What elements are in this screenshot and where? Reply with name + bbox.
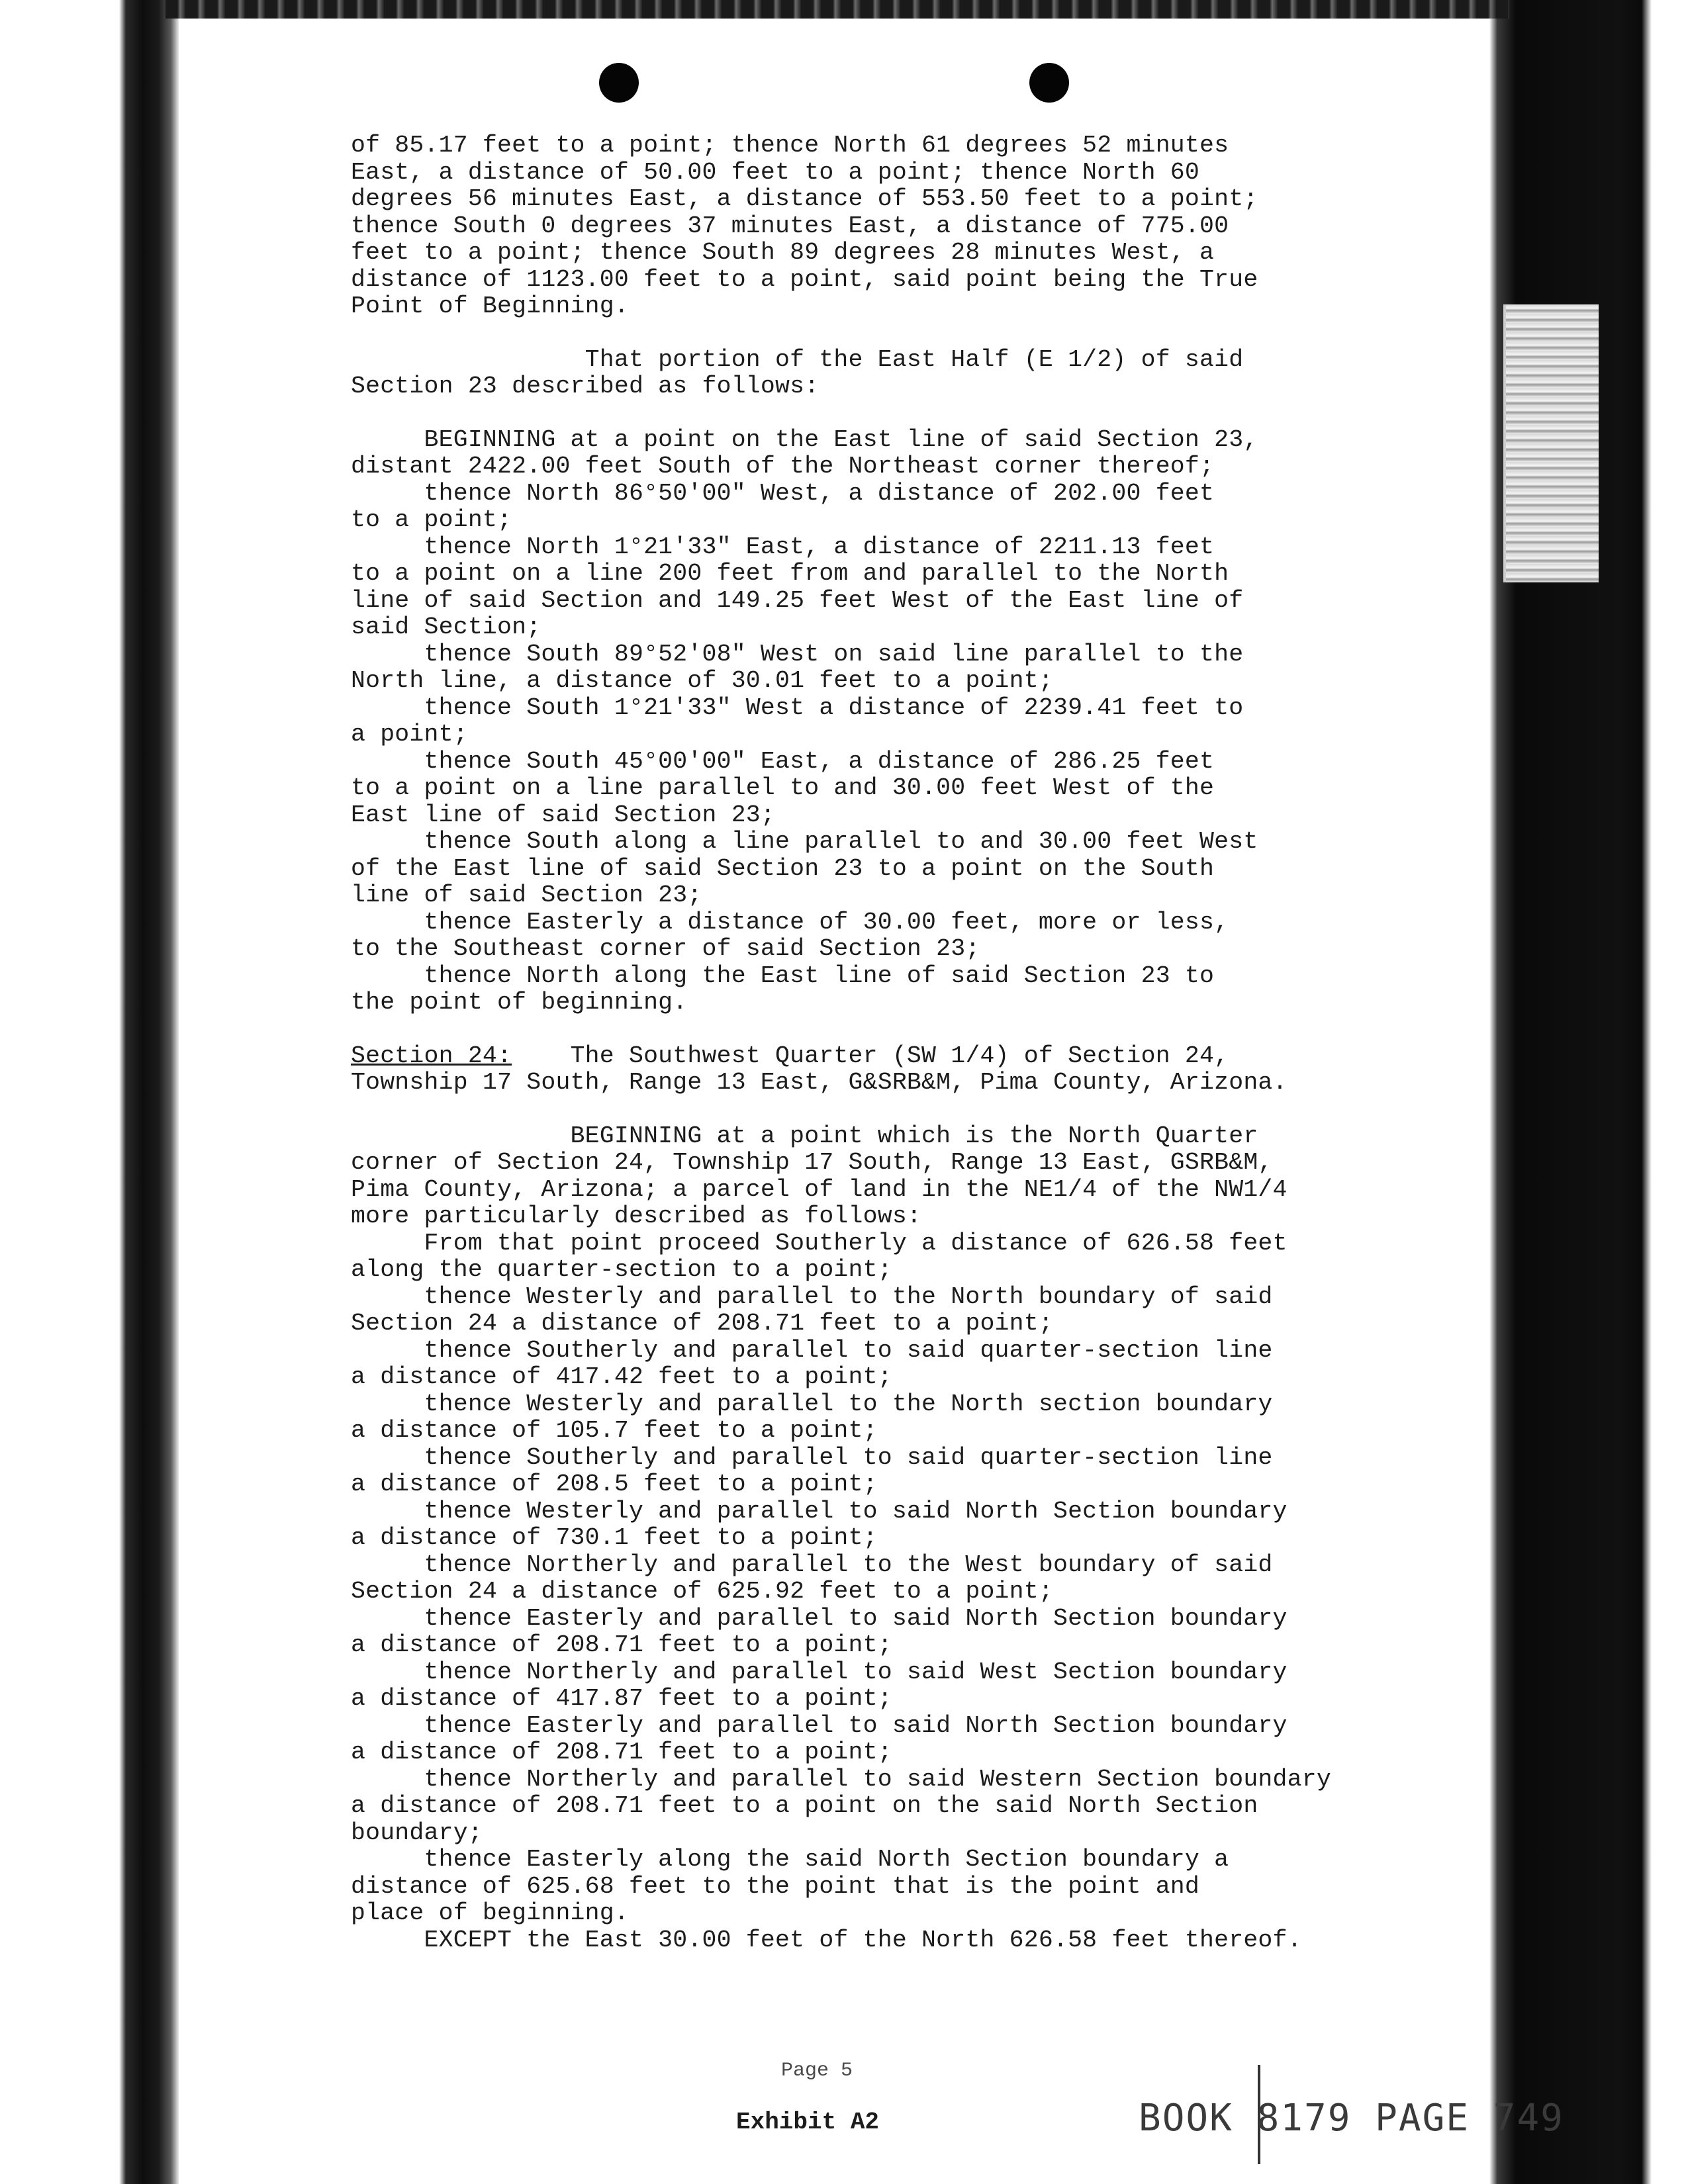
- text-line: thence Northerly and parallel to said Western Section boundary: [351, 1765, 1331, 1793]
- legal-description-body: [351, 132, 1436, 1954]
- text-line: Section 23 described as follows:: [351, 373, 820, 400]
- text-line: Section 24 a distance of 208.71 feet to a point;: [351, 1310, 1053, 1337]
- text-line: thence South 1°21'33" West a distance of 2239.41 feet to: [351, 694, 1244, 721]
- text-line: of 85.17 feet to a point; thence North 61 degrees 52 minutes: [351, 132, 1229, 159]
- text-line: line of said Section 23;: [351, 882, 702, 909]
- text-line: BEGINNING at a point which is the North Quarter: [351, 1122, 1258, 1150]
- text-line: thence North along the East line of said Section 23 to: [351, 962, 1215, 989]
- text-line: a point;: [351, 721, 468, 748]
- text-line: thence Westerly and parallel to said North Section boundary: [351, 1497, 1288, 1525]
- text-line: a distance of 417.87 feet to a point;: [351, 1685, 892, 1712]
- text-line: to a point on a line 200 feet from and parallel to the North: [351, 560, 1229, 587]
- text-line: a distance of 208.71 feet to a point;: [351, 1739, 892, 1766]
- section-24-heading: Section 24:: [351, 1042, 512, 1069]
- text-line: a distance of 730.1 feet to a point;: [351, 1524, 878, 1551]
- text-line: the point of beginning.: [351, 989, 688, 1016]
- text-line: East line of said Section 23;: [351, 801, 776, 829]
- text-line: to a point;: [351, 506, 512, 533]
- text-line: more particularly described as follows:: [351, 1203, 922, 1230]
- scan-left-border: [0, 0, 179, 2184]
- punch-hole-left: [599, 63, 639, 103]
- text-line: along the quarter-section to a point;: [351, 1256, 892, 1283]
- text-line: place of beginning.: [351, 1899, 629, 1927]
- text-line: thence South 0 degrees 37 minutes East, a distance of 775.00: [351, 212, 1229, 240]
- text-line: a distance of 105.7 feet to a point;: [351, 1417, 878, 1444]
- text-line: [351, 1043, 1436, 1070]
- text-line: thence North 1°21'33" East, a distance of 2211.13 feet: [351, 533, 1215, 561]
- text-line: thence Northerly and parallel to said West Section boundary: [351, 1658, 1288, 1686]
- text-line: to a point on a line parallel to and 30.00 feet West of the: [351, 774, 1215, 801]
- text-line: a distance of 417.42 feet to a point;: [351, 1363, 892, 1390]
- text-line: said Section;: [351, 614, 541, 641]
- exhibit-label: Exhibit A2: [736, 2109, 880, 2136]
- text-line: thence Westerly and parallel to the North section boundary: [351, 1390, 1273, 1418]
- text-line: thence Westerly and parallel to the North boundary of said: [351, 1283, 1273, 1310]
- text-line: distant 2422.00 feet South of the Northeast corner thereof;: [351, 453, 1215, 480]
- text-line: That portion of the East Half (E 1/2) of said: [351, 345, 1244, 373]
- text-line: a distance of 208.71 feet to a point on the said North Section: [351, 1792, 1258, 1819]
- text-line: BEGINNING at a point on the East line of said Section 23,: [351, 426, 1258, 453]
- punch-hole-right: [1029, 63, 1069, 103]
- text-line: corner of Section 24, Township 17 South, Range 13 East, GSRB&M,: [351, 1149, 1273, 1176]
- text-line: degrees 56 minutes East, a distance of 553.50 feet to a point;: [351, 185, 1258, 212]
- section-24-description: The Southwest Quarter (SW 1/4) of Section 24,: [512, 1042, 1229, 1069]
- text-line: to the Southeast corner of said Section 23;: [351, 935, 980, 962]
- text-line: distance of 1123.00 feet to a point, said point being the True: [351, 265, 1258, 293]
- text-line: line of said Section and 149.25 feet West of the East line of: [351, 586, 1244, 614]
- text-line: Township 17 South, Range 13 East, G&SRB&M, Pima County, Arizona.: [351, 1069, 1288, 1096]
- text-line: of the East line of said Section 23 to a point on the South: [351, 854, 1215, 882]
- text-line: thence Easterly along the said North Section boundary a: [351, 1846, 1229, 1873]
- blank-line: [351, 1097, 1436, 1123]
- text-line: thence Southerly and parallel to said quarter-section line: [351, 1336, 1273, 1364]
- text-line: Pima County, Arizona; a parcel of land in the NE1/4 of the NW1/4: [351, 1175, 1288, 1203]
- text-line: boundary;: [351, 1819, 483, 1846]
- scan-tape-mark: [1503, 304, 1599, 582]
- scan-top-border: [165, 0, 1509, 19]
- text-line: a distance of 208.71 feet to a point;: [351, 1631, 892, 1659]
- text-line: Section 24 a distance of 625.92 feet to a point;: [351, 1578, 1053, 1605]
- text-line: thence Easterly and parallel to said North Section boundary: [351, 1604, 1288, 1632]
- text-line: feet to a point; thence South 89 degrees 28 minutes West, a: [351, 239, 1215, 266]
- text-line: thence South along a line parallel to and 30.00 feet West: [351, 828, 1258, 855]
- text-line: EXCEPT the East 30.00 feet of the North 626.58 feet thereof.: [351, 1926, 1302, 1954]
- text-line: thence Easterly a distance of 30.00 feet, more or less,: [351, 908, 1229, 936]
- blank-line: [351, 320, 1436, 347]
- text-line: thence Southerly and parallel to said quarter-section line: [351, 1443, 1273, 1471]
- text-line: distance of 625.68 feet to the point that is the point and: [351, 1872, 1200, 1900]
- book-page-stamp: BOOK 8179 PAGE 749: [1139, 2097, 1564, 2140]
- blank-line: [351, 1017, 1436, 1043]
- text-line: Point of Beginning.: [351, 293, 629, 320]
- text-line: thence South 45°00'00" East, a distance of 286.25 feet: [351, 747, 1215, 775]
- text-line: a distance of 208.5 feet to a point;: [351, 1471, 878, 1498]
- blank-line: [351, 400, 1436, 427]
- text-line: thence Northerly and parallel to the West boundary of said: [351, 1551, 1273, 1578]
- text-line: thence North 86°50'00" West, a distance of 202.00 feet: [351, 479, 1215, 507]
- text-line: thence Easterly and parallel to said North Section boundary: [351, 1711, 1288, 1739]
- text-line: East, a distance of 50.00 feet to a point; thence North 60: [351, 158, 1200, 186]
- text-line: North line, a distance of 30.01 feet to a point;: [351, 667, 1053, 694]
- text-line: thence South 89°52'08" West on said line parallel to the: [351, 640, 1244, 668]
- page-number: Page 5: [781, 2060, 853, 2082]
- text-line: From that point proceed Southerly a distance of 626.58 feet: [351, 1229, 1288, 1257]
